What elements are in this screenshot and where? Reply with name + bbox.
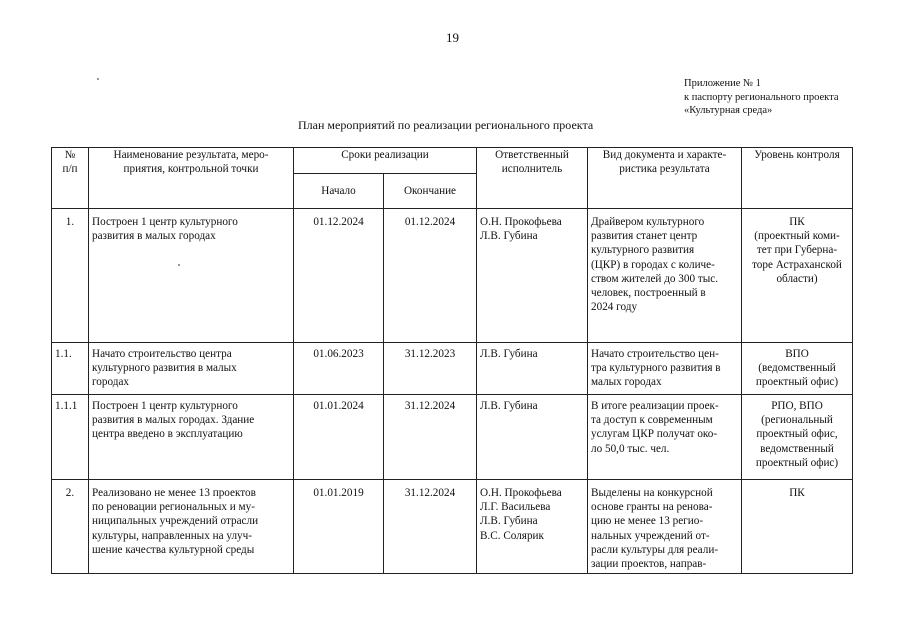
start-date: 01.06.2023 (294, 343, 384, 395)
result-name: Построен 1 центр культурного развития в малых городах (89, 209, 294, 343)
row-number: 2. (52, 480, 89, 574)
appendix-note (684, 77, 839, 118)
appendix-line: Приложение № 1 (684, 78, 761, 89)
table-row (52, 395, 853, 480)
header-name: Наименование результата, меро- приятия, контрольной точки (89, 148, 294, 209)
document-description: Начато строительство цен- тра культурного развития в малых городах (588, 343, 742, 395)
result-name: Начато строительство центра культурного развития в малых городах (89, 343, 294, 395)
start-date: 01.01.2019 (294, 480, 384, 574)
document-description: Драйвером культурного развития станет центр культурного развития (ЦКР) в городах с количе- ством жителей до 300 тыс. человек, построенный в 2024 году (588, 209, 742, 343)
table-row (52, 343, 853, 395)
end-date: 31.12.2024 (384, 395, 477, 480)
row-number: 1. (52, 209, 89, 343)
executor: Л.В. Губина (477, 343, 588, 395)
row-number: 1.1.1 (52, 395, 89, 480)
table-row (52, 209, 853, 343)
header-document: Вид документа и характе- ристика результата (588, 148, 742, 209)
row-number: 1.1. (52, 343, 89, 395)
executor: О.Н. Прокофьева Л.Г. Васильева Л.В. Губина В.С. Солярик (477, 480, 588, 574)
header-period: Сроки реализации (294, 148, 477, 174)
appendix-line: «Культурная среда» (684, 105, 773, 116)
document-description: В итоге реализации проек- та доступ к современным услугам ЦКР получат око- ло 50,0 тыс. чел. (588, 395, 742, 480)
control-level: ПК (проектный коми- тет при Губерна- торе Астраханской области) (742, 209, 853, 343)
executor: О.Н. Прокофьева Л.В. Губина (477, 209, 588, 343)
header-start: Начало (294, 174, 384, 209)
page-number: 19 (446, 30, 459, 45)
control-level: РПО, ВПО (региональный проектный офис, ведомственный проектный офис) (742, 395, 853, 480)
header-number: № п/п (52, 148, 89, 209)
start-date: 01.01.2024 (294, 395, 384, 480)
header-executor: Ответственный исполнитель (477, 148, 588, 209)
appendix-line: к паспорту регионального проекта (684, 91, 839, 103)
plan-title: План мероприятий по реализации регионального проекта (298, 118, 594, 132)
table-row (52, 480, 853, 574)
document-description: Выделены на конкурсной основе гранты на ренова- цию не менее 13 регио- нальных учреждений от- расли культуры для реали- зации проектов, направ- (588, 480, 742, 574)
end-date: 31.12.2024 (384, 480, 477, 574)
control-level: ВПО (ведомственный проектный офис) (742, 343, 853, 395)
executor: Л.В. Губина (477, 395, 588, 480)
scan-speck (97, 78, 99, 80)
result-name: Построен 1 центр культурного развития в малых городах. Здание центра введено в эксплуатацию (89, 395, 294, 480)
control-level: ПК (742, 480, 853, 574)
header-control: Уровень контроля (742, 148, 853, 209)
result-name: Реализовано не менее 13 проектов по реновации региональных и му- ниципальных учреждений отрасли культуры, направленных на улуч- шение качества культурной среды (89, 480, 294, 574)
end-date: 31.12.2023 (384, 343, 477, 395)
end-date: 01.12.2024 (384, 209, 477, 343)
start-date: 01.12.2024 (294, 209, 384, 343)
activity-plan-table (51, 147, 853, 574)
header-end: Окончание (384, 174, 477, 209)
